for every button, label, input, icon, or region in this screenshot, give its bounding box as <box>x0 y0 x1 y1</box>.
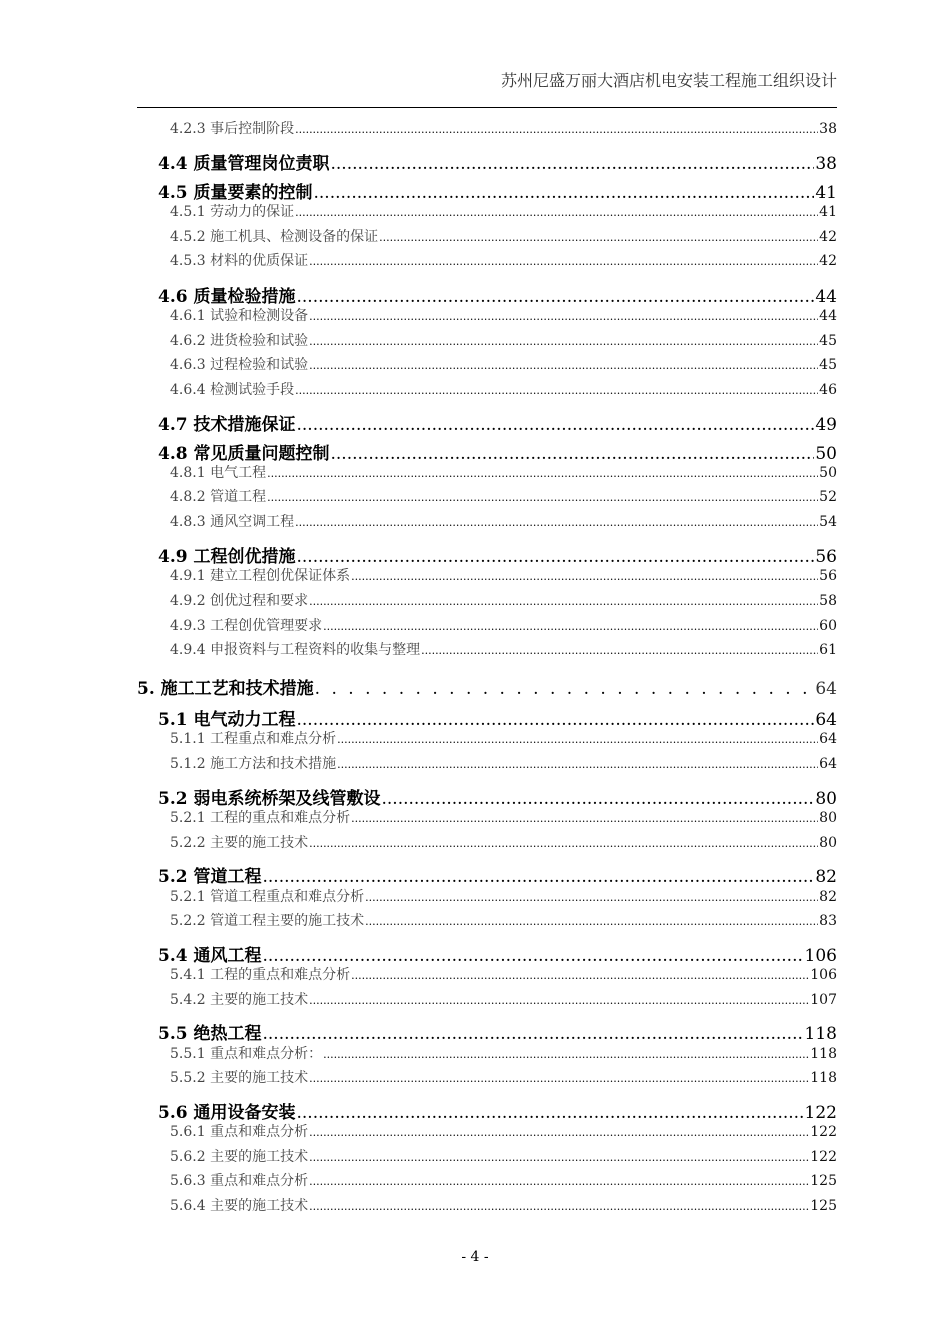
toc-page-number: 80 <box>815 789 837 809</box>
toc-entry-title: 5.2.1 管道工程重点和难点分析 <box>170 889 365 905</box>
toc-page-number: 45 <box>819 357 837 373</box>
toc-entry-title: 5.6.4 主要的施工技术 <box>170 1198 309 1214</box>
toc-section[interactable] <box>158 784 837 809</box>
toc-page-number: 82 <box>815 867 837 887</box>
toc-subsection[interactable] <box>170 1170 837 1192</box>
toc-section[interactable] <box>158 941 837 966</box>
toc-dot-leader <box>297 547 815 566</box>
toc-entry-title: 4.8.2 管道工程 <box>170 489 267 505</box>
toc-entry-title: 4.8.3 通风空调工程 <box>170 514 295 530</box>
toc-section[interactable] <box>158 705 837 730</box>
toc-page-number: 82 <box>819 889 837 905</box>
toc-subsection[interactable] <box>170 1121 837 1143</box>
toc-dot-leader <box>323 1048 809 1060</box>
toc-entry-title: 5.2 弱电系统桥架及线管敷设 <box>158 789 381 809</box>
toc-dot-leader <box>297 1103 804 1122</box>
toc-dot-leader <box>295 516 818 528</box>
toc-subsection[interactable] <box>170 753 837 775</box>
toc-entry-title: 5.6.1 重点和难点分析 <box>170 1124 309 1140</box>
toc-page-number: 38 <box>815 154 837 174</box>
toc-entry-title: 4.8.1 电气工程 <box>170 465 267 481</box>
toc-subsection[interactable] <box>170 486 837 508</box>
toc-dot-leader <box>309 1072 809 1084</box>
toc-entry-title: 4.7 技术措施保证 <box>158 415 296 435</box>
toc-page-number: 118 <box>804 1024 837 1044</box>
toc-dot-leader <box>314 183 815 202</box>
toc-dot-leader <box>337 758 818 770</box>
toc-dot-leader <box>263 946 804 965</box>
toc-subsection[interactable] <box>170 565 837 587</box>
toc-entry-title: 4.6.2 进货检验和试验 <box>170 333 309 349</box>
toc-page-number: 42 <box>819 253 837 269</box>
toc-page-number: 44 <box>819 308 837 324</box>
toc-subsection[interactable] <box>170 226 837 248</box>
toc-dot-leader <box>331 444 815 463</box>
toc-page-number: 122 <box>804 1103 837 1123</box>
toc-chapter[interactable] <box>137 674 837 699</box>
toc-entry-title: 5.5 绝热工程 <box>158 1024 262 1044</box>
toc-subsection[interactable] <box>170 1067 837 1089</box>
toc-section[interactable] <box>158 178 837 203</box>
toc-dot-leader <box>295 206 818 218</box>
toc-entry-title: 4.5 质量要素的控制 <box>158 183 313 203</box>
toc-dot-leader <box>309 837 818 849</box>
toc-dot-leader <box>309 1126 809 1138</box>
toc-dot-leader <box>365 891 818 903</box>
toc-page-number: 50 <box>815 444 837 464</box>
toc-subsection[interactable] <box>170 250 837 272</box>
toc-subsection[interactable] <box>170 886 837 908</box>
toc-page-number: 54 <box>819 514 837 530</box>
toc-section[interactable] <box>158 862 837 887</box>
toc-subsection[interactable] <box>170 989 837 1011</box>
toc-dot-leader <box>309 1151 809 1163</box>
toc-entry-title: 4.4 质量管理岗位责职 <box>158 154 330 174</box>
toc-entry-title: 5.1 电气动力工程 <box>158 710 296 730</box>
toc-subsection[interactable] <box>170 1146 837 1168</box>
toc-subsection[interactable] <box>170 305 837 327</box>
toc-subsection[interactable] <box>170 590 837 612</box>
toc-page-number: 61 <box>819 642 837 658</box>
toc-subsection[interactable] <box>170 1195 837 1217</box>
toc-dot-leader <box>323 620 818 632</box>
toc-dot-leader <box>267 467 818 479</box>
toc-entry-title: 4.9.3 工程创优管理要求 <box>170 618 323 634</box>
toc-entry-title: 5.1.2 施工方法和技术措施 <box>170 756 337 772</box>
toc-dot-leader <box>315 679 815 698</box>
toc-subsection[interactable] <box>170 615 837 637</box>
toc-entry-title: 5.4 通风工程 <box>158 946 262 966</box>
toc-entry-title: 5.2.2 管道工程主要的施工技术 <box>170 913 365 929</box>
toc-dot-leader <box>309 359 818 371</box>
toc-entry-title: 4.9.1 建立工程创优保证体系 <box>170 568 351 584</box>
toc-entry-title: 5.6.3 重点和难点分析 <box>170 1173 309 1189</box>
toc-entry-title: 5.5.2 主要的施工技术 <box>170 1070 309 1086</box>
toc-page-number: 106 <box>804 946 837 966</box>
toc-dot-leader <box>263 867 815 886</box>
toc-entry-title: 4.2.3 事后控制阶段 <box>170 121 295 137</box>
toc-subsection[interactable] <box>170 354 837 376</box>
toc-dot-leader <box>351 812 818 824</box>
toc-entry-title: 4.6.3 过程检验和试验 <box>170 357 309 373</box>
toc-page-number: 122 <box>810 1149 837 1165</box>
toc-section[interactable] <box>158 1098 837 1123</box>
toc-section[interactable] <box>158 410 837 435</box>
toc-entry-title: 5.1.1 工程重点和难点分析 <box>170 731 337 747</box>
toc-dot-leader <box>421 644 818 656</box>
toc-dot-leader <box>331 154 815 173</box>
toc-page-number: 45 <box>819 333 837 349</box>
toc-page-number: 106 <box>810 967 837 983</box>
toc-entry-title: 4.6 质量检验措施 <box>158 287 296 307</box>
toc-entry-title: 4.8 常见质量问题控制 <box>158 444 330 464</box>
toc-page-number: 50 <box>819 465 837 481</box>
toc-entry-title: 4.6.1 试验和检测设备 <box>170 308 309 324</box>
toc-page-number: 64 <box>819 731 837 747</box>
toc-page-number: 56 <box>819 568 837 584</box>
toc-dot-leader <box>309 994 809 1006</box>
toc-subsection[interactable] <box>170 379 837 401</box>
toc-entry-title: 5.6 通用设备安装 <box>158 1103 296 1123</box>
toc-subsection[interactable] <box>170 639 837 661</box>
toc-subsection[interactable] <box>170 462 837 484</box>
toc-page-number: 83 <box>819 913 837 929</box>
toc-section[interactable] <box>158 282 837 307</box>
toc-subsection[interactable] <box>170 118 837 140</box>
toc-page-number: 60 <box>819 618 837 634</box>
toc-dot-leader <box>295 384 818 396</box>
toc-section[interactable] <box>158 439 837 464</box>
toc-section[interactable] <box>158 149 837 174</box>
toc-page-number: 58 <box>819 593 837 609</box>
toc-page-number: 46 <box>819 382 837 398</box>
toc-dot-leader <box>365 915 818 927</box>
toc-entry-title: 4.5.1 劳动力的保证 <box>170 204 295 220</box>
toc-dot-leader <box>351 969 809 981</box>
toc-subsection[interactable] <box>170 330 837 352</box>
toc-dot-leader <box>267 491 818 503</box>
toc-entry-title: 5.4.2 主要的施工技术 <box>170 992 309 1008</box>
toc-subsection[interactable] <box>170 1043 837 1065</box>
running-header: 苏州尼盛万丽大酒店机电安装工程施工组织设计 <box>500 71 837 90</box>
toc-dot-leader <box>351 570 818 582</box>
toc-dot-leader <box>379 231 818 243</box>
toc-entry-title: 4.6.4 检测试验手段 <box>170 382 295 398</box>
toc-page-number: 80 <box>819 835 837 851</box>
toc-entry-title: 5.2 管道工程 <box>158 867 262 887</box>
toc-subsection[interactable] <box>170 910 837 932</box>
toc-section[interactable] <box>158 542 837 567</box>
toc-entry-title: 5.4.1 工程的重点和难点分析 <box>170 967 351 983</box>
toc-page-number: 125 <box>810 1173 837 1189</box>
toc-dot-leader <box>337 733 818 745</box>
toc-page-number: 41 <box>815 183 837 203</box>
toc-subsection[interactable] <box>170 201 837 223</box>
toc-page-number: 122 <box>810 1124 837 1140</box>
toc-entry-title: 5.2.1 工程的重点和难点分析 <box>170 810 351 826</box>
toc-page-number: 64 <box>819 756 837 772</box>
toc-page-number: 38 <box>819 121 837 137</box>
toc-entry-title: 4.9.4 申报资料与工程资料的收集与整理 <box>170 642 421 658</box>
toc-dot-leader <box>309 595 818 607</box>
toc-entry-title: 5.2.2 主要的施工技术 <box>170 835 309 851</box>
toc-subsection[interactable] <box>170 728 837 750</box>
toc-page-number: 118 <box>810 1046 837 1062</box>
toc-page-number: 41 <box>819 204 837 220</box>
page-number: - 4 - <box>461 1249 489 1265</box>
toc-page-number: 52 <box>819 489 837 505</box>
toc-page-number: 56 <box>815 547 837 567</box>
toc-subsection[interactable] <box>170 511 837 533</box>
toc-page-number: 42 <box>819 229 837 245</box>
toc-subsection[interactable] <box>170 807 837 829</box>
toc-dot-leader <box>297 287 815 306</box>
toc-page-number: 64 <box>815 710 837 730</box>
toc-entry-title: 5.5.1 重点和难点分析： <box>170 1046 323 1062</box>
toc-page-number: 118 <box>810 1070 837 1086</box>
toc-dot-leader <box>309 1200 809 1212</box>
toc-entry-title: 4.9.2 创优过程和要求 <box>170 593 309 609</box>
toc-page-number: 49 <box>815 415 837 435</box>
toc-page-number: 80 <box>819 810 837 826</box>
toc-page-number: 125 <box>810 1198 837 1214</box>
toc-dot-leader <box>297 415 815 434</box>
toc-dot-leader <box>309 335 818 347</box>
toc-subsection[interactable] <box>170 832 837 854</box>
toc-page-number: 44 <box>815 287 837 307</box>
toc-entry-title: 5.6.2 主要的施工技术 <box>170 1149 309 1165</box>
toc-dot-leader <box>309 255 818 267</box>
toc-entry-title: 4.9 工程创优措施 <box>158 547 296 567</box>
toc-dot-leader <box>309 310 818 322</box>
toc-dot-leader <box>295 123 818 135</box>
toc-dot-leader <box>382 789 815 808</box>
toc-section[interactable] <box>158 1019 837 1044</box>
toc-entry-title: 4.5.3 材料的优质保证 <box>170 253 309 269</box>
toc-dot-leader <box>309 1175 809 1187</box>
toc-entry-title: 5. 施工工艺和技术措施 <box>137 679 314 699</box>
toc-entry-title: 4.5.2 施工机具、检测设备的保证 <box>170 229 379 245</box>
toc-page-number: 107 <box>810 992 837 1008</box>
toc-page-number: 64 <box>815 679 837 699</box>
toc-dot-leader <box>263 1024 804 1043</box>
toc-subsection[interactable] <box>170 964 837 986</box>
toc-dot-leader <box>297 710 815 729</box>
header-rule <box>137 107 837 108</box>
